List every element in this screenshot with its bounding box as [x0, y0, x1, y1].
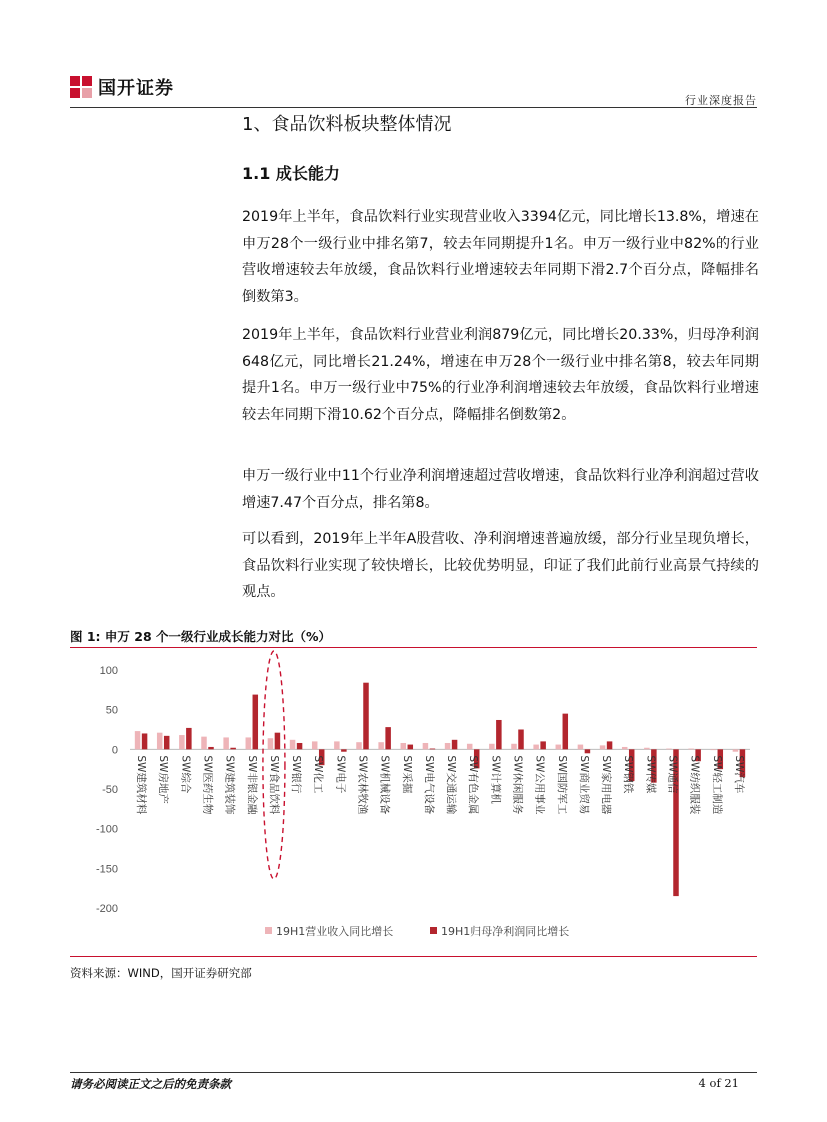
revenue-growth-bar [467, 744, 473, 750]
y-tick-label: -50 [102, 784, 118, 796]
logo-name: 国开证券 [98, 78, 174, 99]
footer-disclaimer: 请务必阅读正文之后的免责条款 [70, 1077, 231, 1091]
legend-label: 19H1归母净利润同比增长 [441, 925, 570, 938]
revenue-growth-bar [312, 741, 318, 749]
revenue-growth-bar [445, 743, 451, 749]
revenue-growth-bar [334, 741, 340, 749]
category-label: SW休闲服务 [511, 755, 524, 815]
paragraph-conclusion: 可以看到，2019年上半年A股营收、净利润增速普遍放缓，部分行业呈现负增长，食品饮料行业实现了较快增长，比较优势明显，印证了我们此前行业高景气持续的观点。 [242, 531, 759, 600]
category-label: SW食品饮料 [267, 755, 280, 815]
revenue-growth-bar [290, 740, 296, 750]
profit-growth-bar [142, 733, 148, 749]
legend-label: 19H1营业收入同比增长 [276, 925, 394, 938]
category-label: SW建筑材料 [135, 755, 148, 815]
section-title: 1、食品饮料板块整体情况 [242, 114, 452, 135]
y-tick-label: 0 [111, 744, 118, 757]
report-type: 行业深度报告 [685, 94, 757, 107]
revenue-growth-bar [622, 747, 628, 749]
category-label: SW采掘 [400, 755, 413, 794]
profit-growth-bar [208, 747, 214, 749]
category-label: SW汽车 [732, 755, 745, 794]
y-tick-label: -150 [95, 863, 118, 876]
paragraph-profit: 2019年上半年，食品饮料行业营业利润879亿元，同比增长20.33%，归母净利润648亿元，同比增长21.24%，增速在申万28个一级行业中排名第8，较去年同期提升1名。申万一级行业中75%的行业净利润增速较去年放缓，食品饮料行业增速较去年同期下滑10.62个百分点，降幅排名倒数第2。 [242, 327, 759, 423]
profit-growth-bar [540, 741, 546, 749]
category-label: SW国防军工 [555, 755, 568, 815]
revenue-growth-bar [157, 733, 163, 750]
category-label: SW通信 [666, 755, 679, 794]
profit-growth-bar [297, 743, 303, 749]
category-label: SW传媒 [644, 755, 657, 794]
profit-growth-bar [164, 736, 170, 749]
revenue-growth-bar [688, 749, 694, 750]
figure-bottom-rule [70, 956, 757, 957]
revenue-growth-bar [378, 742, 384, 749]
profit-growth-bar [253, 695, 258, 750]
revenue-growth-bar [401, 743, 407, 749]
category-label: SW综合 [179, 755, 192, 794]
profit-growth-bar [430, 749, 436, 750]
company-logo [70, 74, 174, 100]
profit-growth-bar [385, 727, 391, 749]
category-label: SW纺织服装 [688, 755, 701, 815]
revenue-growth-bar [600, 745, 606, 749]
category-label: SW电气设备 [422, 755, 435, 815]
category-label: SW化工 [312, 755, 325, 794]
profit-growth-bar [585, 749, 591, 753]
revenue-growth-bar [135, 731, 141, 749]
category-label: SW医药生物 [201, 755, 214, 815]
profit-growth-bar [341, 749, 347, 751]
revenue-growth-bar [511, 744, 517, 750]
category-label: SW电子 [334, 755, 347, 794]
revenue-growth-bar [578, 745, 584, 750]
y-tick-label: 50 [105, 704, 118, 717]
category-label: SW建筑装饰 [223, 755, 236, 815]
profit-growth-bar [408, 745, 414, 750]
revenue-growth-bar [644, 748, 650, 750]
profit-growth-bar [186, 728, 192, 749]
category-label: SW钢铁 [622, 755, 635, 794]
category-label: SW交通运输 [445, 755, 458, 815]
paragraph-comparison: 申万一级行业中11个行业净利润增速超过营收增速，食品饮料行业净利润超过营收增速7.47个百分点，排名第8。 [242, 468, 759, 511]
revenue-growth-bar [246, 737, 252, 749]
category-label: SW有色金属 [467, 755, 480, 815]
category-label: SW房地产 [157, 755, 170, 804]
y-tick-label: 100 [99, 665, 118, 677]
revenue-growth-bar [711, 749, 717, 750]
profit-growth-bar [275, 733, 281, 750]
revenue-growth-bar [533, 745, 539, 750]
revenue-growth-bar [666, 749, 672, 750]
y-tick-label: -100 [95, 823, 118, 836]
profit-growth-bar [607, 741, 613, 749]
growth-bar-chart [70, 648, 757, 955]
subsection-title: 1.1 成长能力 [242, 164, 340, 183]
legend-swatch [265, 927, 272, 934]
revenue-growth-bar [423, 743, 429, 749]
category-label: SW农林牧渔 [356, 755, 369, 815]
category-label: SW机械设备 [378, 755, 391, 815]
profit-growth-bar [230, 748, 236, 750]
category-label: SW商业贸易 [577, 755, 590, 815]
category-label: SW轻工制造 [710, 755, 723, 815]
category-label: SW银行 [290, 755, 303, 794]
profit-growth-bar [563, 714, 569, 750]
figure-title: 图 1: 申万 28 个一级行业成长能力对比（%） [70, 629, 332, 644]
revenue-growth-bar [179, 735, 185, 749]
legend-swatch [430, 927, 437, 934]
revenue-growth-bar [201, 737, 207, 750]
figure-source: 资料来源：WIND，国开证券研究部 [70, 966, 252, 980]
profit-growth-bar [363, 683, 369, 750]
category-label: SW家用电器 [600, 755, 613, 815]
logo-mark-icon [70, 76, 92, 98]
page-number: 4 of 21 [698, 1076, 739, 1090]
category-label: SW计算机 [489, 755, 502, 804]
profit-growth-bar [518, 730, 524, 750]
revenue-growth-bar [268, 738, 274, 749]
paragraph-revenue: 2019年上半年，食品饮料行业实现营业收入3394亿元，同比增长13.8%，增速在申万28个一级行业中排名第7，较去年同期提升1名。申万一级行业中82%的行业营收增速较去年放缓，食品饮料行业增速较去年同期下滑2.7个百分点，降幅排名倒数第3。 [242, 209, 759, 305]
revenue-growth-bar [489, 744, 495, 750]
category-label: SW公用事业 [533, 755, 546, 815]
y-tick-label: -200 [95, 903, 118, 915]
profit-growth-bar [452, 740, 458, 750]
revenue-growth-bar [223, 737, 229, 749]
category-label: SW非银金融 [245, 755, 258, 815]
revenue-growth-bar [556, 745, 562, 750]
footer-divider [70, 1072, 757, 1073]
header-divider [70, 107, 757, 108]
revenue-growth-bar [356, 742, 362, 749]
profit-growth-bar [496, 720, 502, 749]
revenue-growth-bar [733, 749, 739, 751]
